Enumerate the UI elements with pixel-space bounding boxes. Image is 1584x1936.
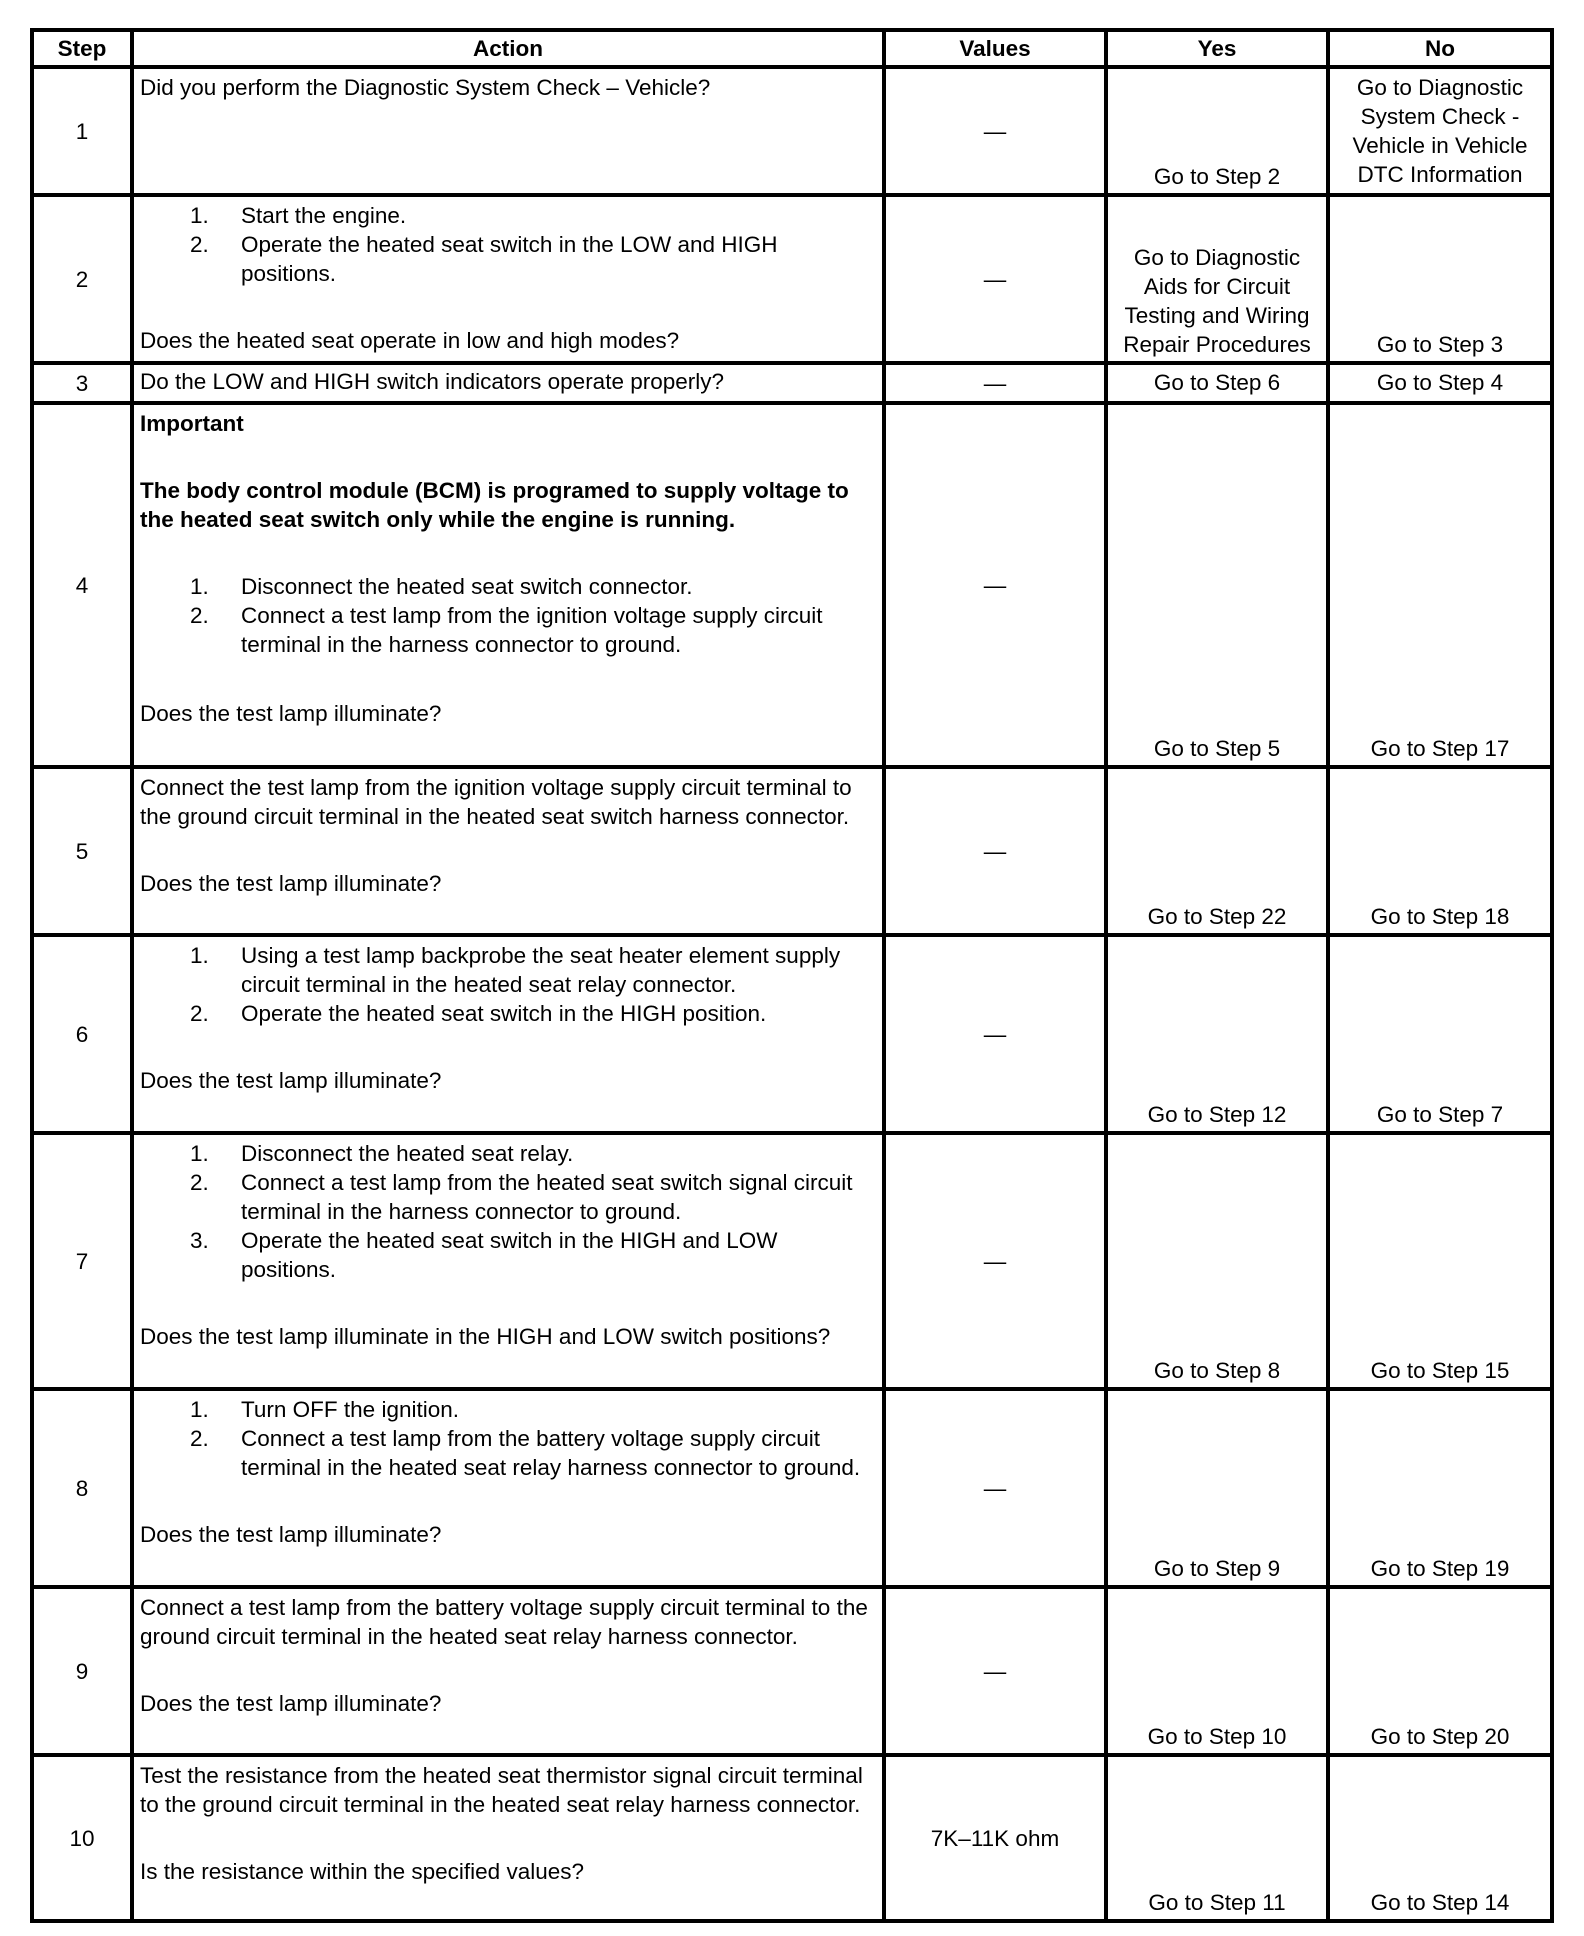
table-row (32, 1389, 1552, 1587)
action-question: Does the test lamp illuminate? (140, 1691, 442, 1716)
yes-cell: Go to Step 5 (1106, 403, 1328, 767)
no-cell: Go to Step 19 (1328, 1389, 1552, 1587)
yes-cell: Go to Step 9 (1106, 1389, 1328, 1587)
list-item: 2. Operate the heated seat switch in the LOW and HIGH positions. (190, 232, 778, 286)
value-cell: — (884, 67, 1106, 195)
action-cell (132, 67, 884, 195)
list-item: 1. Disconnect the heated seat switch connector. (190, 574, 693, 599)
action-cell (132, 195, 884, 363)
yes-cell: Go to Step 10 (1106, 1587, 1328, 1755)
list-item: 3. Operate the heated seat switch in the HIGH and LOW positions. (190, 1228, 778, 1282)
step-number: 7 (32, 1133, 132, 1389)
table-row (32, 195, 1552, 363)
table-row (32, 767, 1552, 935)
value-cell: — (884, 1587, 1106, 1755)
action-cell (132, 767, 884, 935)
action-steps-list (140, 1395, 878, 1482)
action-text: Did you perform the Diagnostic System Check – Vehicle? (140, 75, 711, 100)
value-cell: 7K–11K ohm (884, 1755, 1106, 1921)
step-number: 6 (32, 935, 132, 1133)
no-cell: Go to Step 17 (1328, 403, 1552, 767)
yes-cell: Go to Step 11 (1106, 1755, 1328, 1921)
header-row (32, 30, 1552, 67)
action-text: Connect the test lamp from the ignition voltage supply circuit terminal to the ground circuit terminal in the heated seat switch harness connector. (140, 775, 852, 829)
no-cell: Go to Step 14 (1328, 1755, 1552, 1921)
value-cell: — (884, 363, 1106, 403)
value-cell: — (884, 935, 1106, 1133)
value-cell: — (884, 1389, 1106, 1587)
list-item: 2. Connect a test lamp from the battery voltage supply circuit terminal in the heated seat relay harness connector to ground. (190, 1426, 861, 1480)
no-cell: Go to Step 4 (1328, 363, 1552, 403)
step-number: 8 (32, 1389, 132, 1587)
action-question: Does the heated seat operate in low and high modes? (140, 328, 680, 353)
action-cell (132, 1133, 884, 1389)
table-row (32, 1587, 1552, 1755)
list-item: 2. Connect a test lamp from the heated seat switch signal circuit terminal in the harness connector to ground. (190, 1170, 853, 1224)
header-step: Step (32, 30, 132, 67)
step-number: 5 (32, 767, 132, 935)
table-row (32, 935, 1552, 1133)
action-cell (132, 1389, 884, 1587)
table-row (32, 403, 1552, 767)
action-cell (132, 935, 884, 1133)
step-number: 4 (32, 403, 132, 767)
action-steps-list (140, 1139, 878, 1284)
value-cell: — (884, 767, 1106, 935)
action-text: Connect a test lamp from the battery voltage supply circuit terminal to the ground circuit terminal in the heated seat relay harness connector. (140, 1595, 868, 1649)
no-cell: Go to Step 3 (1328, 195, 1552, 363)
no-cell: Go to Step 7 (1328, 935, 1552, 1133)
yes-cell: Go to Step 2 (1106, 67, 1328, 195)
table-row (32, 363, 1552, 403)
list-item: 1. Disconnect the heated seat relay. (190, 1141, 574, 1166)
important-note: The body control module (BCM) is programed to supply voltage to the heated seat switch only while the engine is running. (140, 478, 849, 532)
table-row (32, 1755, 1552, 1921)
list-item: 1. Start the engine. (190, 203, 407, 228)
yes-cell: Go to Step 8 (1106, 1133, 1328, 1389)
list-item: 2. Operate the heated seat switch in the HIGH position. (190, 1001, 767, 1026)
yes-cell: Go to Step 12 (1106, 935, 1328, 1133)
action-cell (132, 363, 884, 403)
important-label: Important (140, 411, 244, 436)
value-cell: — (884, 403, 1106, 767)
action-text: Test the resistance from the heated seat thermistor signal circuit terminal to the ground circuit terminal in the heated seat relay harness connector. (140, 1763, 863, 1817)
no-cell: Go to Step 20 (1328, 1587, 1552, 1755)
yes-cell: Go to Diagnostic Aids for Circuit Testing and Wiring Repair Procedures (1106, 195, 1328, 363)
step-number: 1 (32, 67, 132, 195)
action-question: Does the test lamp illuminate? (140, 871, 442, 896)
action-steps-list (140, 941, 878, 1028)
step-number: 9 (32, 1587, 132, 1755)
action-question: Does the test lamp illuminate? (140, 1522, 442, 1547)
header-yes: Yes (1106, 30, 1328, 67)
action-steps-list (140, 201, 878, 288)
action-question: Does the test lamp illuminate in the HIGH and LOW switch positions? (140, 1324, 831, 1349)
step-number: 3 (32, 363, 132, 403)
action-cell (132, 403, 884, 767)
step-number: 10 (32, 1755, 132, 1921)
list-item: 1. Using a test lamp backprobe the seat heater element supply circuit terminal in the heated seat relay connector. (190, 943, 841, 997)
list-item: 1. Turn OFF the ignition. (190, 1397, 460, 1422)
value-cell: — (884, 195, 1106, 363)
action-text: Do the LOW and HIGH switch indicators operate properly? (140, 369, 725, 394)
table-row (32, 67, 1552, 195)
action-question: Does the test lamp illuminate? (140, 1068, 442, 1093)
action-steps-list (140, 572, 878, 659)
list-item: 2. Connect a test lamp from the ignition voltage supply circuit terminal in the harness connector to ground. (190, 603, 823, 657)
header-values: Values (884, 30, 1106, 67)
header-action: Action (132, 30, 884, 67)
step-number: 2 (32, 195, 132, 363)
action-question: Does the test lamp illuminate? (140, 701, 442, 726)
no-cell: Go to Step 18 (1328, 767, 1552, 935)
action-cell (132, 1587, 884, 1755)
diagnostic-table (30, 28, 1554, 1923)
table-row (32, 1133, 1552, 1389)
yes-cell: Go to Step 6 (1106, 363, 1328, 403)
header-no: No (1328, 30, 1552, 67)
yes-cell: Go to Step 22 (1106, 767, 1328, 935)
no-cell: Go to Diagnostic System Check - Vehicle in Vehicle DTC Information (1328, 67, 1552, 195)
action-question: Is the resistance within the specified values? (140, 1859, 584, 1884)
no-cell: Go to Step 15 (1328, 1133, 1552, 1389)
value-cell: — (884, 1133, 1106, 1389)
action-cell (132, 1755, 884, 1921)
